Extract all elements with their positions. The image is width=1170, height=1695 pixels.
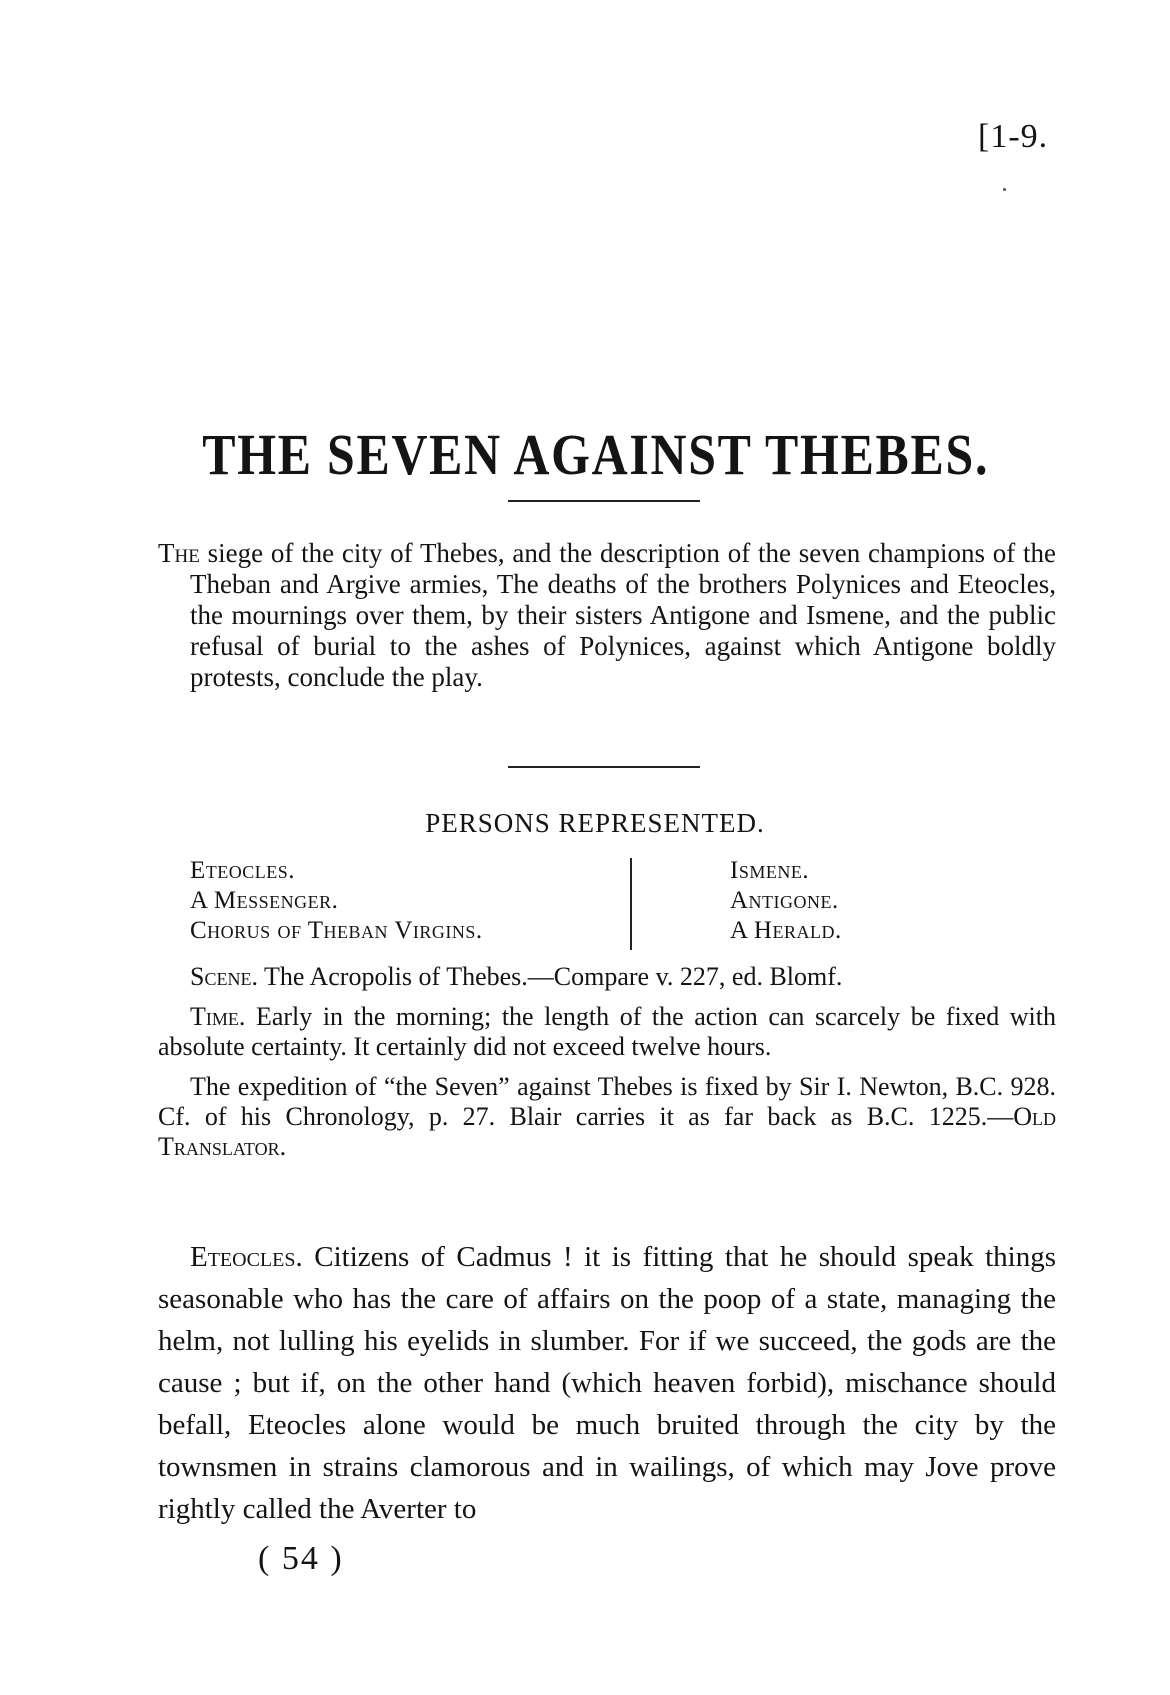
persons-heading: PERSONS REPRESENTED. (425, 808, 765, 838)
time-note (158, 1002, 1056, 1062)
expedition-text: The expedition of “the Seven” against Thebes is fixed by Sir I. Newton, B.C. 928. Cf. of his Chronology, p. 27. Blair carries it as far back as B.C. 1225.— (158, 1072, 1056, 1131)
cast-item: Antigone. (730, 887, 839, 914)
scene-label: Scene. (190, 962, 258, 991)
page-number: ( 54 ) (258, 1540, 344, 1577)
scene-note (158, 962, 1056, 992)
cast-item: A Herald. (730, 917, 842, 944)
cast-item: Ismene. (730, 857, 810, 884)
argument-divider (508, 766, 700, 768)
cast-divider (630, 858, 632, 950)
play-text (158, 1236, 1056, 1530)
scene-text: The Acropolis of Thebes.—Compare v. 227, ed. Blomf. (264, 962, 843, 991)
cast-list (190, 856, 1060, 956)
expedition-note (158, 1072, 1056, 1162)
page-title: THE SEVEN AGAINST THEBES. (202, 421, 990, 487)
argument-lead: The (158, 538, 200, 568)
cast-item: Eteocles. (190, 857, 296, 884)
signature-mark: [1-9. (978, 118, 1049, 155)
cast-item: Chorus of Theban Virgins. (190, 917, 483, 944)
ink-speck (1003, 188, 1006, 191)
time-text: Early in the morning; the length of the action can scarcely be fixed with absolute certainty. It certainly did not exceed twelve hours. (158, 1002, 1056, 1061)
argument-text: siege of the city of Thebes, and the description of the seven champions of the Theban and Argive armies, The deaths of the brothers Polynices and Eteocles, the mournings over them, by their sisters Antigone and Ismene, and the public refusal of burial to the ashes of Polynices, against which Antigone boldly protests, conclude the play. (190, 538, 1056, 692)
argument-paragraph (158, 538, 1056, 693)
speaker-name: Eteocles. (190, 1241, 303, 1273)
cast-column-right (730, 856, 842, 946)
stage-notes (158, 962, 1056, 1172)
time-label: Time. (190, 1002, 246, 1031)
speech-text: Citizens of Cadmus ! it is fitting that he should speak things seasonable who has the care of affairs on the poop of a state, managing the helm, not lulling his eyelids in slumber. For if we succeed, the gods are the cause ; but if, on the other hand (which heaven forbid), mischance should befall, Eteocles alone would be much bruited through the city by the townsmen in strains clamorous and in wailings, of which may Jove prove rightly called the Averter to (158, 1241, 1057, 1525)
title-divider (508, 500, 700, 502)
cast-item: A Messenger. (190, 887, 339, 914)
cast-column-left (190, 856, 483, 946)
expedition-credit: Old Translator. (158, 1102, 1056, 1161)
